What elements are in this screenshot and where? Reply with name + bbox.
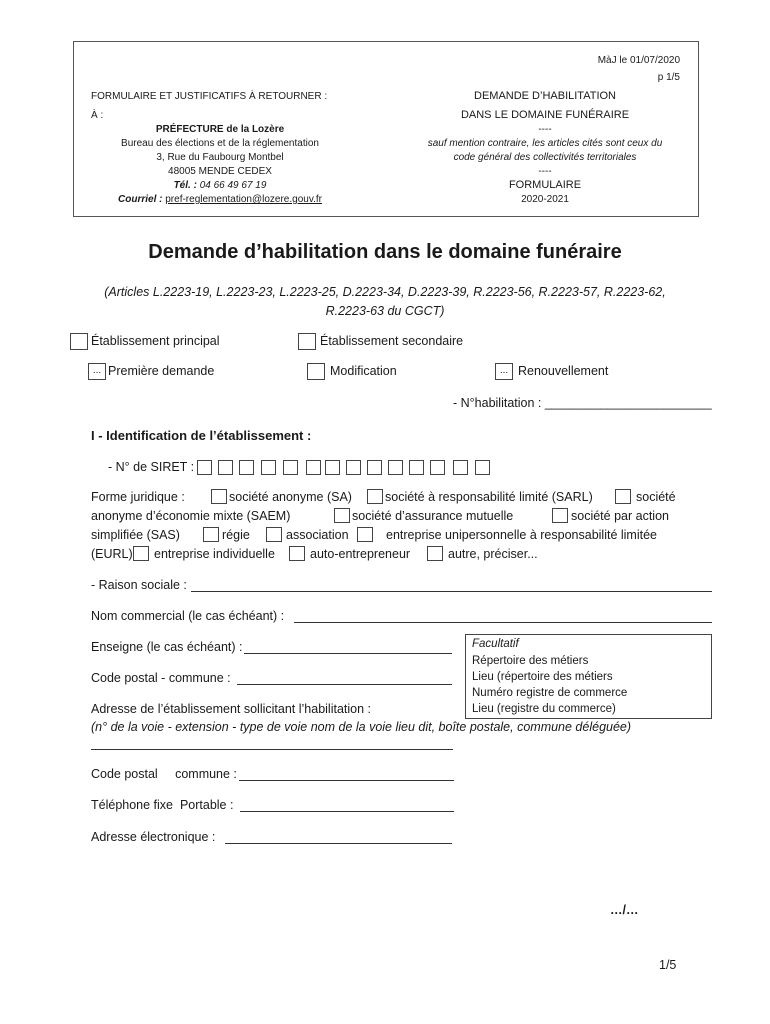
separator-1: ---- — [538, 124, 552, 135]
siret-digit[interactable] — [409, 460, 424, 475]
facultatif-repertoire: Répertoire des métiers — [472, 655, 589, 667]
habilitation-number-field[interactable]: - N°habilitation : ________________________ — [453, 396, 712, 410]
raison-sociale-field[interactable] — [191, 591, 712, 592]
siret-digit[interactable] — [325, 460, 340, 475]
note-line-1: sauf mention contraire, les articles cités sont ceux du — [427, 138, 663, 149]
form-year: 2020-2021 — [521, 194, 569, 205]
saem-checkbox[interactable] — [615, 489, 631, 504]
autre-checkbox[interactable] — [427, 546, 443, 561]
email-field[interactable] — [225, 843, 452, 844]
facultatif-registre: Numéro registre de commerce — [472, 687, 628, 699]
address-city: 48005 MENDE CEDEX — [168, 166, 272, 177]
ae-checkbox[interactable] — [289, 546, 305, 561]
modification-checkbox[interactable] — [307, 363, 325, 380]
regie-label: régie — [222, 528, 250, 542]
bureau-name: Bureau des élections et de la réglementation — [121, 138, 319, 149]
telephone-label: Téléphone fixe Portable : — [91, 798, 234, 812]
premiere-demande-checkbox[interactable]: ... — [88, 363, 106, 380]
separator-2: ---- — [538, 166, 552, 177]
saem-label-a: société — [636, 490, 676, 504]
mutuelle-checkbox[interactable] — [334, 508, 350, 523]
nom-commercial-field[interactable] — [294, 622, 712, 623]
section-1-title: I - Identification de l’établissement : — [91, 428, 312, 443]
articles-line-2: R.2223-63 du CGCT) — [325, 304, 445, 318]
mail-link[interactable]: pref-reglementation@lozere.gouv.fr — [165, 194, 322, 205]
association-label: association — [286, 528, 349, 542]
ei-checkbox[interactable] — [133, 546, 149, 561]
eurl-label-a: entreprise unipersonnelle à responsabilité limitée — [386, 528, 657, 542]
enseigne-label: Enseigne (le cas échéant) : — [91, 640, 243, 654]
cp-commune-field-2[interactable] — [239, 780, 454, 781]
phone-line — [90, 180, 350, 191]
siret-digit[interactable] — [218, 460, 233, 475]
renouvellement-checkbox[interactable]: ... — [495, 363, 513, 380]
eurl-checkbox[interactable] — [357, 527, 373, 542]
facultatif-lieu-repertoire: Lieu (répertoire des métiers — [472, 671, 613, 683]
saem-label-b: anonyme d’économie mixte (SAEM) — [91, 509, 291, 523]
raison-sociale-label: - Raison sociale : — [91, 578, 187, 592]
mutuelle-label: société d’assurance mutuelle — [352, 509, 514, 523]
adresse-field[interactable] — [91, 749, 453, 750]
modification-label: Modification — [330, 364, 397, 378]
etab-secondaire-checkbox[interactable] — [298, 333, 316, 350]
sas-label-a: société par action — [571, 509, 669, 523]
sas-label-b: simplifiée (SAS) — [91, 528, 180, 542]
etab-secondaire-label: Établissement secondaire — [320, 334, 464, 348]
regie-checkbox[interactable] — [203, 527, 219, 542]
articles-line-1: (Articles L.2223-19, L.2223-23, L.2223-25, D.2223-34, D.2223-39, R.2223-56, R.2223-57, R.2223-62, — [104, 285, 666, 299]
association-checkbox[interactable] — [266, 527, 282, 542]
right-title-1: DEMANDE D’HABILITATION — [474, 90, 616, 102]
note-line-2: code général des collectivités territoriales — [453, 152, 637, 163]
siret-label: - N° de SIRET : — [108, 460, 195, 474]
adresse-label: Adresse de l’établissement sollicitant l’habilitation : — [91, 702, 372, 716]
siret-digit[interactable] — [306, 460, 321, 475]
return-title: FORMULAIRE ET JUSTIFICATIFS À RETOURNER : — [91, 91, 328, 102]
nom-commercial-label: Nom commercial (le cas échéant) : — [91, 609, 285, 623]
continue-marker: …/… — [610, 903, 639, 917]
sas-checkbox[interactable] — [552, 508, 568, 523]
ei-label: entreprise individuelle — [154, 547, 275, 561]
cp-commune-label-1: Code postal - commune : — [91, 671, 231, 685]
siret-digit[interactable] — [239, 460, 254, 475]
page-title: Demande d’habilitation dans le domaine funéraire — [148, 241, 622, 263]
siret-digit[interactable] — [283, 460, 298, 475]
return-to: À : — [91, 110, 104, 121]
eurl-label-b: (EURL) — [91, 547, 133, 561]
telephone-field[interactable] — [240, 811, 454, 812]
form-label: FORMULAIRE — [508, 179, 582, 191]
autre-label: autre, préciser... — [448, 547, 538, 561]
etab-principal-label: Établissement principal — [91, 334, 220, 348]
prefecture-name: PRÉFECTURE de la Lozère — [155, 124, 285, 135]
address-street: 3, Rue du Faubourg Montbel — [156, 152, 284, 163]
update-date: MàJ le 01/07/2020 — [597, 55, 680, 66]
siret-digit[interactable] — [475, 460, 490, 475]
siret-digit[interactable] — [346, 460, 361, 475]
etab-principal-checkbox[interactable] — [70, 333, 88, 350]
siret-digit[interactable] — [197, 460, 212, 475]
siret-digit[interactable] — [261, 460, 276, 475]
ae-label: auto-entrepreneur — [310, 547, 411, 561]
footer-page-number: 1/5 — [659, 958, 677, 972]
cp-commune-label-2: Code postal commune : — [91, 767, 237, 781]
sa-checkbox[interactable] — [211, 489, 227, 504]
sarl-checkbox[interactable] — [367, 489, 383, 504]
siret-digit[interactable] — [453, 460, 468, 475]
cp-commune-field-1[interactable] — [237, 684, 452, 685]
siret-digit[interactable] — [367, 460, 382, 475]
facultatif-title: Facultatif — [472, 638, 519, 650]
phone-label: Tél. : — [173, 180, 197, 191]
renouvellement-label: Renouvellement — [518, 364, 609, 378]
page-ref: p 1/5 — [657, 72, 680, 83]
forme-label: Forme juridique : — [91, 490, 185, 504]
facultatif-lieu-registre: Lieu (registre du commerce) — [472, 703, 616, 715]
siret-digit[interactable] — [430, 460, 445, 475]
sa-label: société anonyme (SA) — [229, 490, 352, 504]
email-label: Adresse électronique : — [91, 830, 216, 844]
right-title-2: DANS LE DOMAINE FUNÉRAIRE — [460, 109, 630, 121]
mail-label: Courriel : — [118, 194, 163, 205]
siret-digit[interactable] — [388, 460, 403, 475]
premiere-demande-label: Première demande — [108, 364, 215, 378]
enseigne-field[interactable] — [244, 653, 452, 654]
phone-number: 04 66 49 67 19 — [199, 180, 267, 191]
mail-line — [90, 194, 350, 205]
sarl-label: société à responsabilité limité (SARL) — [385, 490, 593, 504]
adresse-detail: (n° de la voie - extension - type de voie nom de la voie lieu dit, boîte postale, commune déléguée) — [91, 720, 632, 734]
